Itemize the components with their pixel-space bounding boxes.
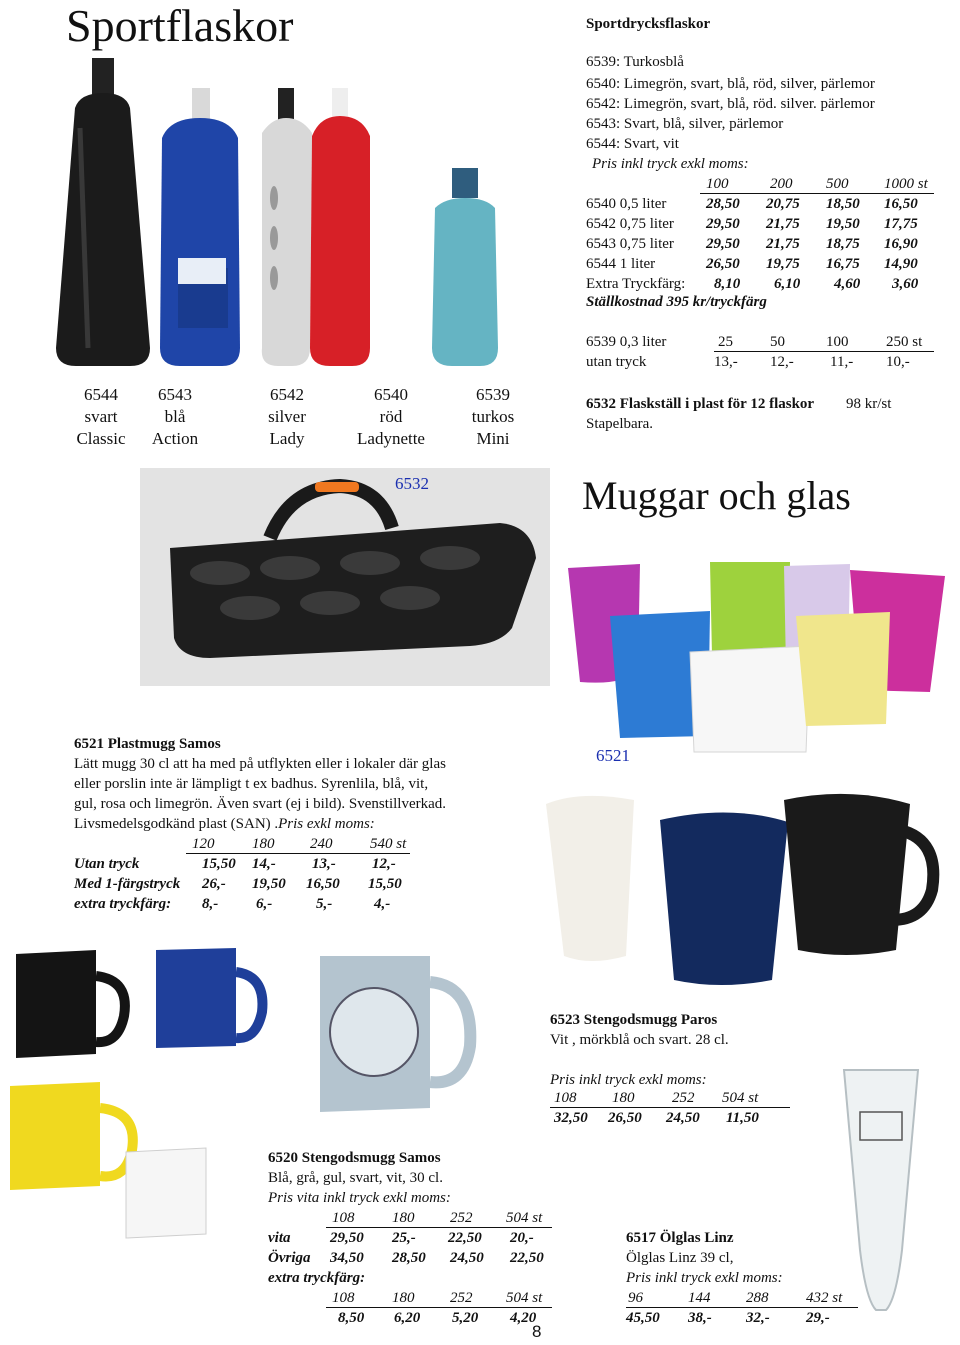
- qty-cell: 252: [672, 1090, 695, 1106]
- row-label: extra tryckfärg:: [74, 896, 172, 912]
- row-label: Övriga: [268, 1250, 311, 1266]
- qty-cell: 180: [392, 1290, 415, 1306]
- qty-cell: 96: [628, 1290, 643, 1306]
- price-cell: 38,-: [688, 1310, 712, 1326]
- bottle-color: turkos: [471, 407, 515, 426]
- bottle-name: Classic: [76, 429, 126, 448]
- bottle-label-6540: [346, 384, 436, 450]
- price-cell: 18,50: [826, 196, 860, 212]
- row-label: Utan tryck: [74, 856, 140, 872]
- price-qty-header: [700, 174, 934, 194]
- price-cell: 20,75: [766, 196, 800, 212]
- row-label: Med 1-färgstryck: [74, 876, 181, 892]
- bottle-code: 6539: [476, 385, 510, 404]
- color-line: 6542: Limegrön, svart, blå, röd. silver. pärlemor: [586, 96, 875, 112]
- price-cell: 16,90: [884, 236, 918, 252]
- price-cell: 14,90: [884, 256, 918, 272]
- price-cell: 6,-: [256, 896, 273, 912]
- price-cell: 16,50: [884, 196, 918, 212]
- bottle-name: Ladynette: [357, 429, 425, 448]
- qty-cell: 240: [310, 836, 333, 852]
- price-cell: 22,50: [448, 1230, 482, 1246]
- linz-desc: Ölglas Linz 39 cl,: [626, 1250, 734, 1266]
- price-note: Pris inkl tryck exkl moms:: [592, 156, 749, 172]
- price-cell: 32,-: [746, 1310, 770, 1326]
- linz-qty: [626, 1288, 858, 1308]
- linz-title: 6517 Ölglas Linz: [626, 1230, 734, 1246]
- price-cell: 15,50: [202, 856, 236, 872]
- mini-price: 12,-: [770, 354, 794, 370]
- plastic-mugs-image: [560, 556, 960, 756]
- price-cell: 6,10: [774, 276, 801, 292]
- price-cell: 11,50: [726, 1110, 759, 1126]
- price-cell: 4,-: [374, 896, 391, 912]
- mini-price: 11,-: [830, 354, 854, 370]
- samos-sten-qty: [326, 1208, 552, 1228]
- beer-glass-photo: [826, 1050, 936, 1320]
- mugs-title: Muggar och glas: [582, 473, 851, 518]
- price-cell: 21,75: [766, 216, 800, 232]
- row-label: 6543 0,75 liter: [586, 236, 674, 252]
- price-cell: 32,50: [554, 1110, 588, 1126]
- qty-cell: 108: [554, 1090, 577, 1106]
- qty-cell: 250 st: [886, 334, 923, 350]
- qty-cell: 180: [392, 1210, 415, 1226]
- price-cell: 12,-: [372, 856, 396, 872]
- price-table: [586, 194, 946, 304]
- qty-cell: 120: [192, 836, 215, 852]
- plastic-mugs-photo: [560, 556, 960, 756]
- mini-qty-header: [714, 332, 934, 352]
- samos-plast-title: 6521 Plastmugg Samos: [74, 736, 221, 752]
- price-cell: 20,-: [510, 1230, 534, 1246]
- bottles-title: Sportflaskor: [66, 0, 294, 51]
- qty-cell: 288: [746, 1290, 769, 1306]
- price-cell: 8,50: [338, 1310, 365, 1326]
- row-label: vita: [268, 1230, 291, 1246]
- price-cell: 26,50: [706, 256, 740, 272]
- samos-sten-title: 6520 Stengodsmugg Samos: [268, 1150, 441, 1166]
- price-cell: 29,-: [806, 1310, 830, 1326]
- price-cell: 26,-: [202, 876, 226, 892]
- bottles-photo: [40, 48, 530, 373]
- bottle-code: 6544: [84, 385, 118, 404]
- setup-cost: Ställkostnad 395 kr/tryckfärg: [586, 294, 767, 310]
- sportdryck-heading: Sportdrycksflaskor: [586, 16, 711, 32]
- price-cell: 29,50: [330, 1230, 364, 1246]
- bottle-code: 6543: [158, 385, 192, 404]
- price-cell: 45,50: [626, 1310, 660, 1326]
- plastic-mug-caption: 6521: [596, 746, 630, 765]
- samos-plast-qty: [186, 834, 410, 854]
- color-line: 6544: Svart, vit: [586, 136, 679, 152]
- price-cell: 4,60: [834, 276, 861, 292]
- qty-500: 500: [826, 176, 849, 192]
- rack-title: 6532 Flaskställ i plast för 12 flaskor: [586, 396, 815, 412]
- samos-plast-desc: Lätt mugg 30 cl att ha med på utflykten eller i lokaler där glas: [74, 756, 446, 772]
- mini-label-2: utan tryck: [586, 354, 647, 370]
- paros-desc: Vit , mörkblå och svart. 28 cl.: [550, 1032, 729, 1048]
- price-cell: 14,-: [252, 856, 276, 872]
- qty-cell: 25: [718, 334, 733, 350]
- bottle-code: 6542: [270, 385, 304, 404]
- samos-sten-desc: Blå, grå, gul, svart, vit, 30 cl.: [268, 1170, 443, 1186]
- linz-price-note: Pris inkl tryck exkl moms:: [626, 1270, 783, 1286]
- qty-200: 200: [770, 176, 793, 192]
- extra-label: extra tryckfärg:: [268, 1270, 366, 1286]
- qty-cell: 252: [450, 1210, 473, 1226]
- bottle-label-6542: [252, 384, 322, 450]
- price-cell: 24,50: [666, 1110, 700, 1126]
- sport-bottles-image: [40, 48, 530, 373]
- qty-cell: 100: [826, 334, 849, 350]
- beer-glass-image: [826, 1050, 936, 1320]
- bottle-name: Lady: [269, 429, 305, 448]
- paros-mugs-image: [540, 780, 960, 992]
- color-line: 6543: Svart, blå, silver, pärlemor: [586, 116, 784, 132]
- page-number: 8: [532, 1322, 542, 1341]
- price-cell: 19,75: [766, 256, 800, 272]
- price-cell: 34,50: [330, 1250, 364, 1266]
- paros-title: 6523 Stengodsmugg Paros: [550, 1012, 718, 1028]
- paros-mugs-photo: [540, 780, 960, 992]
- samos-plast-desc-text: Livsmedelsgodkänd plast (SAN) .: [74, 816, 279, 832]
- price-cell: 5,20: [452, 1310, 479, 1326]
- qty-cell: 252: [450, 1290, 473, 1306]
- mini-price: 13,-: [714, 354, 738, 370]
- qty-cell: 144: [688, 1290, 711, 1306]
- samos-plast-desc: eller porslin inte är lämpligt t ex badhus. Syrenlila, blå, vit,: [74, 776, 429, 792]
- samos-sten-price-note: Pris vita inkl tryck exkl moms:: [268, 1190, 451, 1206]
- price-cell: 8,-: [202, 896, 219, 912]
- price-cell: 17,75: [884, 216, 918, 232]
- qty-cell: 504 st: [506, 1290, 543, 1306]
- qty-1000: 1000 st: [884, 176, 928, 192]
- qty-100: 100: [706, 176, 729, 192]
- bottle-name: Mini: [476, 429, 510, 448]
- price-cell: 19,50: [826, 216, 860, 232]
- price-cell: 28,50: [392, 1250, 426, 1266]
- color-line: 6539: Turkosblå: [586, 54, 684, 70]
- rack-photo-caption: 6532: [395, 474, 429, 493]
- bottle-label-6543: [140, 384, 210, 450]
- price-cell: 6,20: [394, 1310, 421, 1326]
- price-cell: 13,-: [312, 856, 336, 872]
- qty-cell: 108: [332, 1210, 355, 1226]
- bottle-code: 6540: [374, 385, 408, 404]
- row-label: Extra Tryckfärg:: [586, 276, 686, 292]
- qty-cell: 504 st: [722, 1090, 759, 1106]
- color-line: 6540: Limegrön, svart, blå, röd, silver, pärlemor: [586, 76, 875, 92]
- samos-sten-extra-qty: [326, 1288, 552, 1308]
- bottle-label-6539: [458, 384, 528, 450]
- bottle-name: Action: [151, 429, 199, 448]
- qty-cell: 108: [332, 1290, 355, 1306]
- price-cell: 24,50: [450, 1250, 484, 1266]
- price-cell: 29,50: [706, 236, 740, 252]
- price-cell: 3,60: [892, 276, 919, 292]
- row-label: 6542 0,75 liter: [586, 216, 674, 232]
- price-cell: 16,75: [826, 256, 860, 272]
- rack-photo: [140, 468, 550, 686]
- bottle-label-6544: [66, 384, 136, 450]
- price-cell: 26,50: [608, 1110, 642, 1126]
- price-cell: 29,50: [706, 216, 740, 232]
- paros-qty: [550, 1088, 790, 1108]
- price-cell: 25,-: [392, 1230, 416, 1246]
- mini-price: 10,-: [886, 354, 910, 370]
- rack-note: Stapelbara.: [586, 416, 654, 432]
- qty-cell: 50: [770, 334, 785, 350]
- price-cell: 22,50: [510, 1250, 544, 1266]
- row-label: 6540 0,5 liter: [586, 196, 667, 212]
- qty-cell: 504 st: [506, 1210, 543, 1226]
- price-cell: 18,75: [826, 236, 860, 252]
- bottle-color: svart: [84, 407, 118, 426]
- samos-plast-price-note: Pris exkl moms:: [278, 816, 375, 832]
- bottle-color: röd: [379, 407, 403, 426]
- bottle-rack-image: [140, 468, 550, 686]
- bottle-color: blå: [164, 407, 186, 426]
- price-cell: 8,10: [714, 276, 741, 292]
- price-cell: 15,50: [368, 876, 402, 892]
- row-label: 6544 1 liter: [586, 256, 656, 272]
- samos-plast-desc: gul, rosa och limegrön. Även svart (ej i bild). Svenstillverkad.: [74, 796, 447, 812]
- price-cell: 21,75: [766, 236, 800, 252]
- price-cell: 19,50: [252, 876, 286, 892]
- qty-cell: 180: [612, 1090, 635, 1106]
- bottle-color: silver: [268, 407, 306, 426]
- price-cell: 16,50: [306, 876, 340, 892]
- samos-plast-desc: [74, 814, 375, 834]
- mini-label: 6539 0,3 liter: [586, 334, 667, 350]
- rack-price: 98 kr/st: [846, 396, 892, 412]
- qty-cell: 540 st: [370, 836, 407, 852]
- price-cell: 4,20: [510, 1310, 537, 1326]
- price-cell: 5,-: [316, 896, 333, 912]
- paros-price-note: Pris inkl tryck exkl moms:: [550, 1072, 707, 1088]
- qty-cell: 180: [252, 836, 275, 852]
- price-cell: 28,50: [706, 196, 740, 212]
- qty-cell: 432 st: [806, 1290, 843, 1306]
